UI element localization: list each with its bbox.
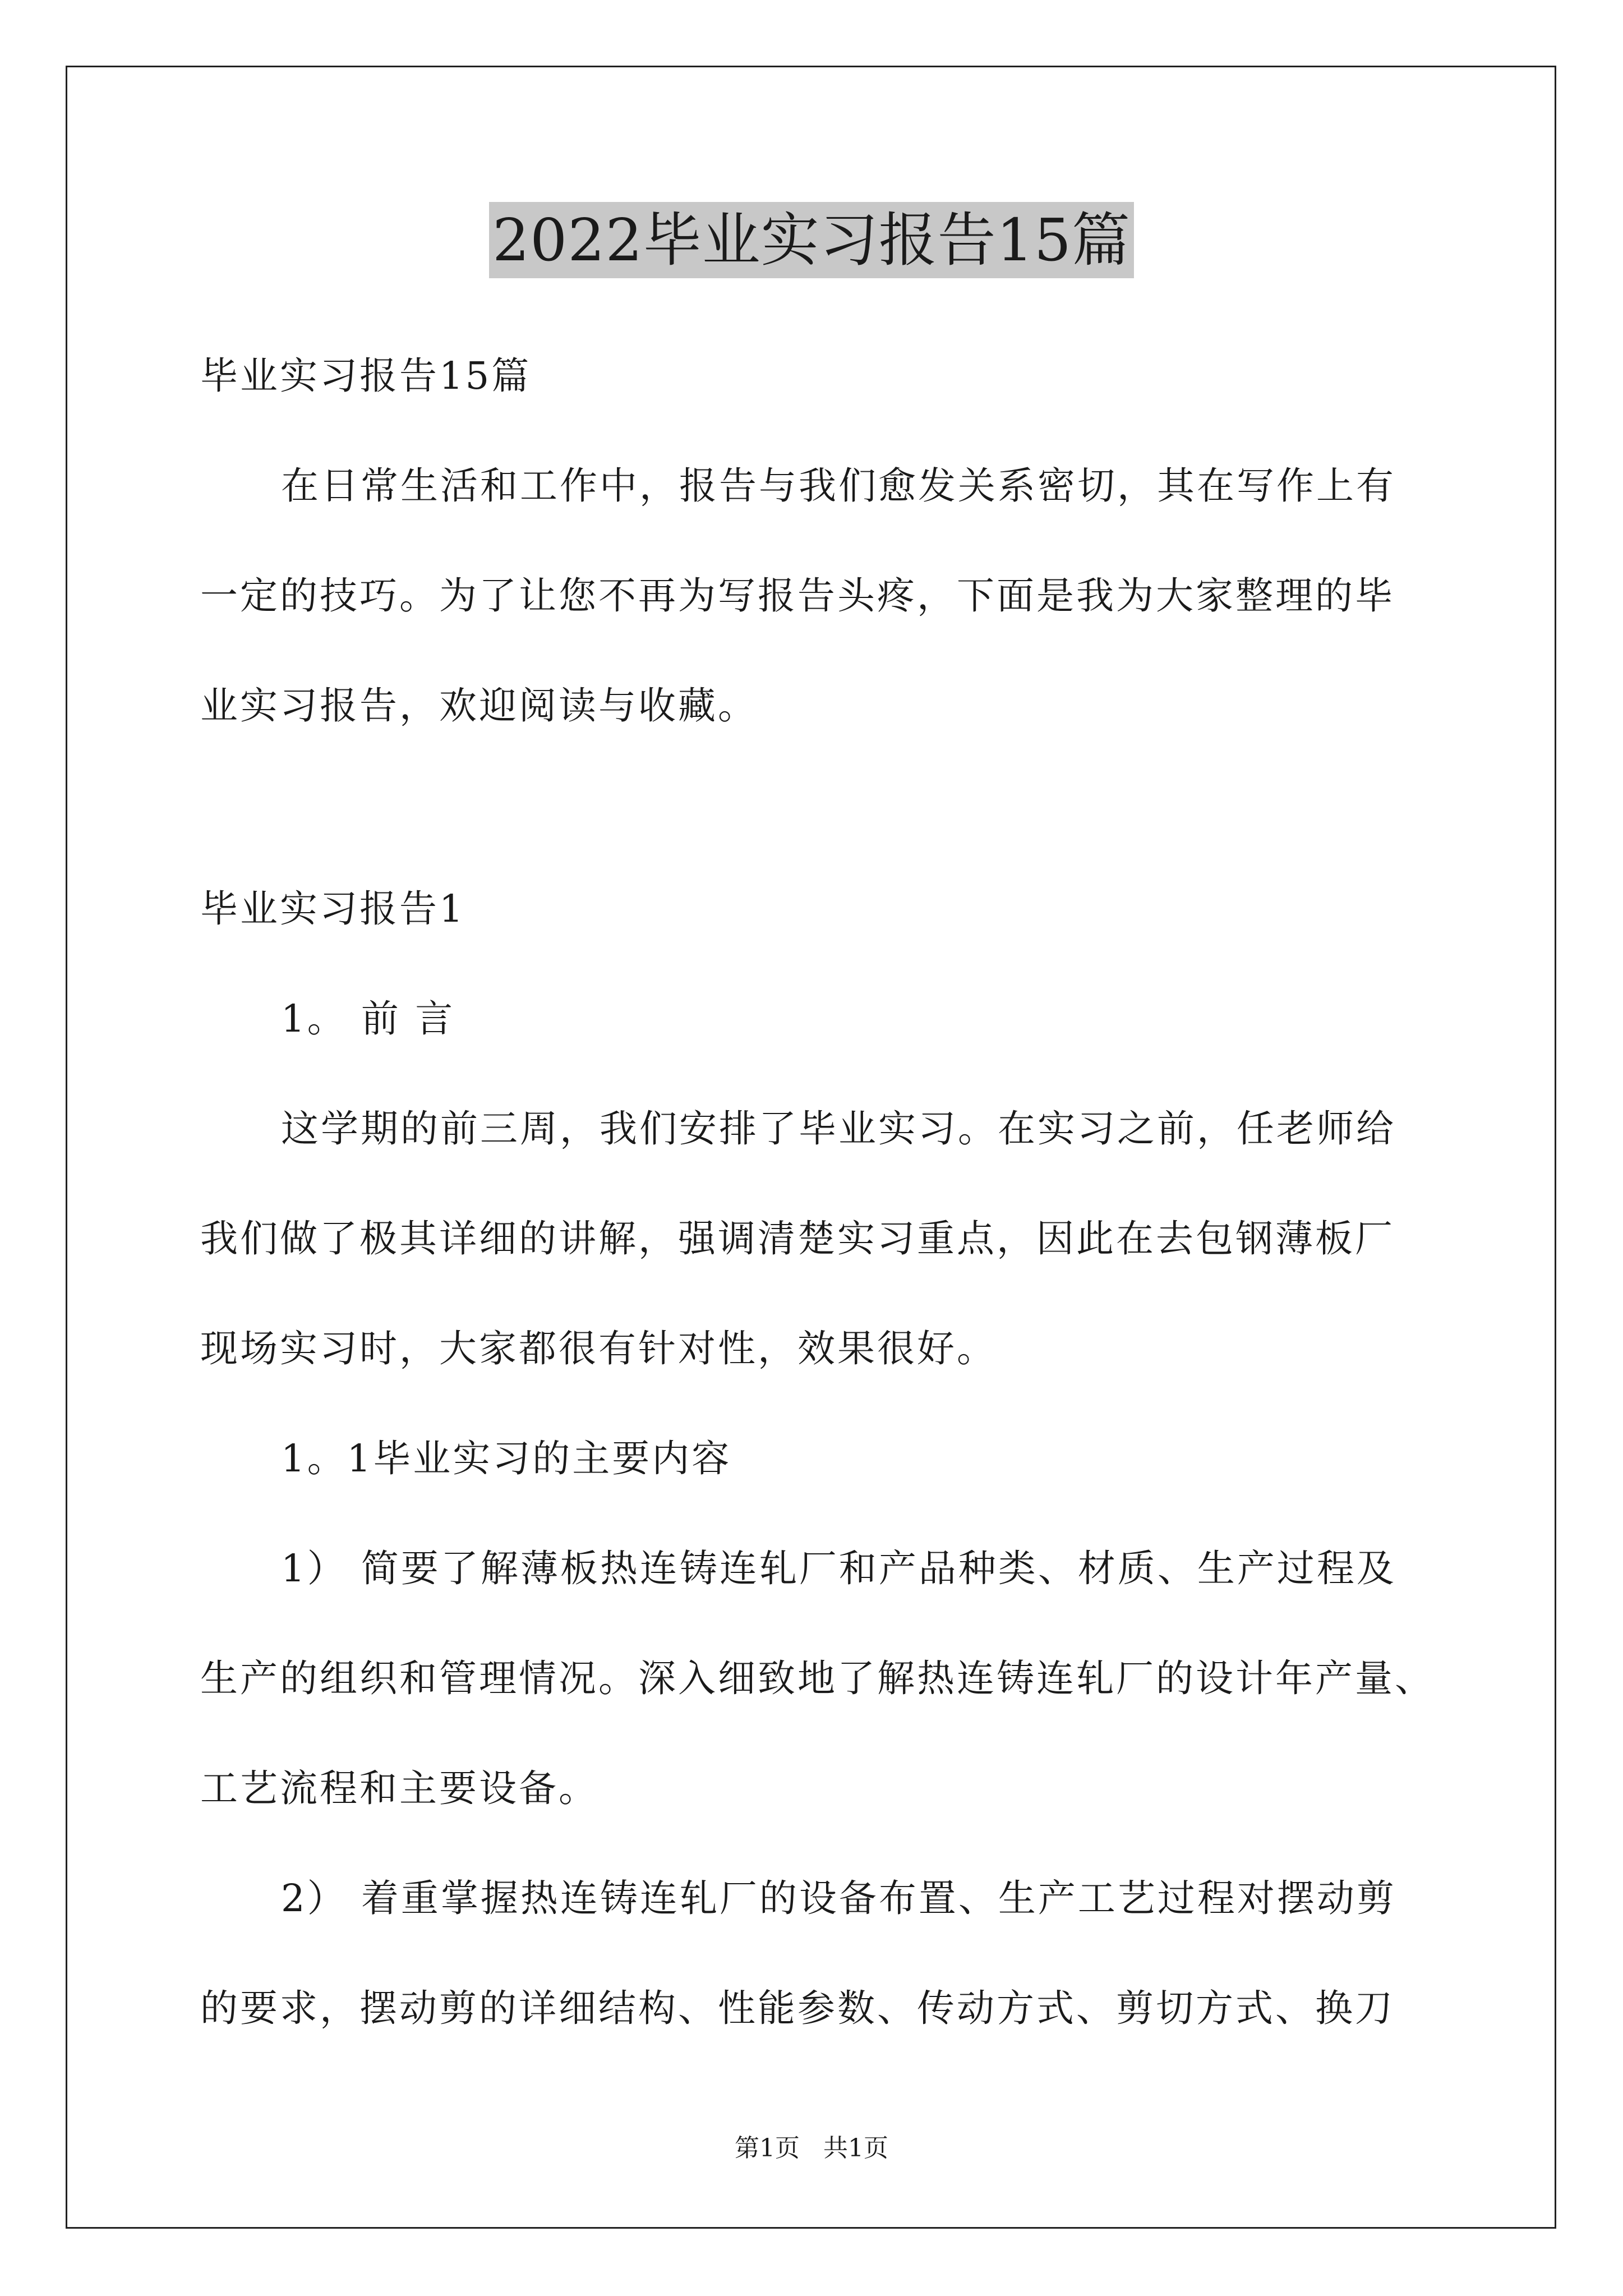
paragraph-line: 1） 简要了解薄板热连铸连轧厂和产品种类、材质、生产过程及 — [281, 1547, 1396, 1590]
paragraph-line: 的要求，摆动剪的详细结构、性能参数、传动方式、剪切方式、换刀 — [200, 1986, 1395, 2030]
subtitle-line: 毕业实习报告15篇 — [200, 354, 532, 398]
subsection-heading: 1。1毕业实习的主要内容 — [281, 1437, 732, 1480]
page-footer: 第1页 共1页 — [735, 2134, 888, 2162]
title-wrap — [0, 202, 1623, 278]
paragraph-line: 我们做了极其详细的讲解，强调清楚实习重点，因此在去包钢薄板厂 — [200, 1217, 1395, 1260]
paragraph-line: 工艺流程和主要设备。 — [200, 1766, 598, 1810]
paragraph-line: 现场实习时，大家都很有针对性，效果很好。 — [200, 1327, 997, 1370]
document-title: 2022毕业实习报告15篇 — [489, 202, 1134, 278]
paragraph-line: 2） 着重掌握热连铸连轧厂的设备布置、生产工艺过程对摆动剪 — [281, 1876, 1396, 1920]
paragraph-line: 这学期的前三周，我们安排了毕业实习。在实习之前，任老师给 — [281, 1107, 1396, 1151]
paragraph-line: 一定的技巧。为了让您不再为写报告头疼，下面是我为大家整理的毕 — [200, 574, 1395, 618]
paragraph-line: 业实习报告，欢迎阅读与收藏。 — [200, 684, 758, 728]
subsection-heading: 1。 前 言 — [281, 997, 455, 1041]
paragraph-line: 生产的组织和管理情况。深入细致地了解热连铸连轧厂的设计年产量、 — [200, 1657, 1435, 1700]
section-heading: 毕业实习报告1 — [200, 887, 465, 931]
paragraph-line: 在日常生活和工作中，报告与我们愈发关系密切，其在写作上有 — [281, 464, 1396, 508]
